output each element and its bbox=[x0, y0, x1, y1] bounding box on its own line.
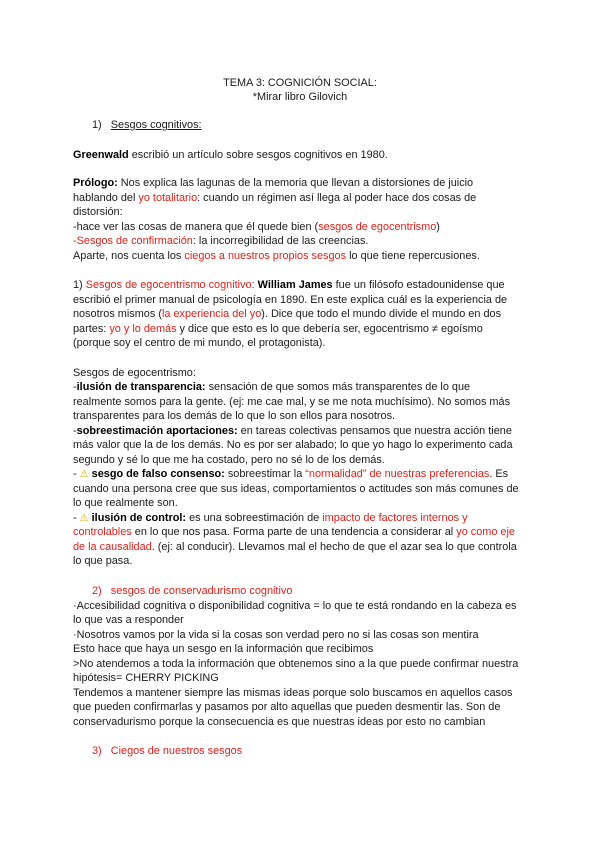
greenwald-text: escribió un artículo sobre sesgos cognitivos en 1980. bbox=[128, 149, 388, 161]
control-line-2 bbox=[73, 525, 515, 540]
section-3-label: Ciegos de nuestros sesgos bbox=[110, 745, 243, 757]
prologo-text-1: Nos explica las lagunas de la memoria que llevan a distorsiones de juicio bbox=[117, 177, 474, 189]
prologo-text-6a: Aparte, nos cuenta los bbox=[73, 250, 185, 262]
prologo-line-3: distorsión: bbox=[73, 206, 123, 218]
causalidad-term: de la causalidad bbox=[73, 541, 152, 553]
james-line-5: (porque soy el centro de mi mundo, el protagonista). bbox=[73, 337, 326, 349]
yo-totalitario: yo totalitario bbox=[138, 192, 198, 204]
sesgos-egocentrismo-term: sesgos de egocentrismo bbox=[318, 221, 437, 233]
dash: - bbox=[73, 381, 77, 393]
section-2-label: sesgos de conservadurismo cognitivo bbox=[110, 585, 293, 597]
falso-consenso-term: sesgo de falso consenso: bbox=[88, 468, 225, 480]
prologo-line-4 bbox=[73, 220, 440, 235]
control-text-2b: en lo que nos pasa. Forma parte de una tendencia a considerar al bbox=[131, 526, 457, 538]
warning-icon: ⚠ bbox=[79, 513, 89, 524]
james-line-3 bbox=[73, 307, 501, 322]
impacto-factores-term: impacto de factores internos y bbox=[322, 512, 468, 524]
section-2-line-7: Tendemos a mantener siempre las mismas ideas porque solo buscamos en aquellos casos bbox=[73, 687, 513, 699]
prologo-label: Prólogo: bbox=[73, 177, 118, 189]
yo-como-eje-term: yo como eje bbox=[456, 526, 515, 538]
section-2-line-3: ·Nosotros vamos por la vida si la cosas son verdad pero no si las cosas son mentira bbox=[73, 629, 479, 641]
section-1-heading bbox=[92, 118, 202, 133]
william-james-name: William James bbox=[254, 279, 333, 291]
prologo-line-5 bbox=[73, 234, 368, 249]
section-1-number: 1) bbox=[92, 119, 102, 131]
james-line-1 bbox=[73, 278, 505, 293]
normalidad-term: “normalidad” de nuestras preferencias bbox=[305, 468, 490, 480]
document-title: TEMA 3: COGNICIÓN SOCIAL: bbox=[223, 77, 377, 89]
section-3-heading bbox=[92, 744, 242, 759]
prologo-text-2a: hablando del bbox=[73, 192, 139, 204]
james-line-2: escribió el primer manual de psicología en 1890. En este explica cuál es la experiencia de bbox=[73, 294, 508, 306]
prologo-line-1 bbox=[73, 176, 473, 191]
consenso-text-a: sobreestimar la bbox=[224, 468, 306, 480]
transparencia-line-2: realmente somos para la gente. (ej: me cae mal, y se me nota muchísimo). No somos más bbox=[73, 396, 511, 408]
control-line-1 bbox=[73, 511, 468, 526]
dash: - bbox=[73, 468, 80, 480]
prologo-text-5b: : la incorregibilidad de las creencias. bbox=[192, 235, 369, 247]
transparencia-text: sensación de que somos más transparentes de lo que bbox=[205, 381, 471, 393]
james-text-4a: partes: bbox=[73, 323, 110, 335]
section-2-line-6: hipótesis= CHERRY PICKING bbox=[73, 672, 219, 684]
warning-icon: ⚠ bbox=[79, 469, 89, 480]
transparencia-line-1 bbox=[73, 380, 470, 395]
section-2-line-1: ·Accesibilidad cognitiva o disponibilidad cognitiva = lo que te está rondando en la cabeza es bbox=[73, 600, 517, 612]
greenwald-line bbox=[73, 148, 388, 163]
control-text-a: es una sobreestimación de bbox=[186, 512, 323, 524]
sesgos-confirmacion-term: -Sesgos de confirmación bbox=[73, 235, 193, 247]
prologo-text-4b: ) bbox=[436, 221, 440, 233]
egocentrismo-cognitivo-term: Sesgos de egocentrismo cognitivo: bbox=[85, 279, 255, 291]
section-2-line-9: conservadurismo porque la consecuencia es que nuestras ideas por esto no cambian bbox=[73, 716, 486, 728]
section-2-number: 2) bbox=[92, 585, 102, 597]
dash: - bbox=[73, 512, 80, 524]
aportaciones-line-2: más valor que la de los demás. No es por ser alabado; lo que yo hago lo experimento cada bbox=[73, 439, 513, 451]
section-2-heading bbox=[92, 584, 292, 599]
prologo-line-2 bbox=[73, 191, 476, 206]
control-line-4: lo que pasa. bbox=[73, 555, 133, 567]
aportaciones-line-1 bbox=[73, 424, 512, 439]
experiencia-yo-term: la experiencia del yo bbox=[161, 308, 262, 320]
ilusion-control-term: ilusión de control: bbox=[88, 512, 187, 524]
section-2-line-8: que pueden confirmarlas y pasamos por alto aquellas que pueden desmentir las. Son de bbox=[73, 701, 501, 713]
prologo-text-2b: : cuando un régimen así llega al poder hace dos cosas de bbox=[197, 192, 477, 204]
james-text-3b: ). Dice que todo el mundo divide el mundo en dos bbox=[261, 308, 502, 320]
aportaciones-text: en tareas colectivas pensamos que nuestra acción tiene bbox=[237, 425, 512, 437]
consenso-line-3: lo que realmente son. bbox=[73, 497, 178, 509]
document-subtitle: *Mirar libro Gilovich bbox=[252, 91, 348, 103]
section-1-label: Sesgos cognitivos: bbox=[110, 119, 202, 131]
yo-y-lo-demas-term: yo y lo demás bbox=[109, 323, 177, 335]
james-num: 1) bbox=[73, 279, 86, 291]
control-text-3b: . (ej: al conducir). Llevamos mal el hecho de que el azar sea lo que controla bbox=[151, 541, 517, 553]
aportaciones-line-3: segundo y sé lo que me ha costado, pero no sé lo de los demás. bbox=[73, 454, 385, 466]
sobreestimacion-term: sobreestimación aportaciones: bbox=[76, 425, 238, 437]
prologo-text-4a: -hace ver las cosas de manera que él quede bien ( bbox=[73, 221, 319, 233]
ilusion-transparencia-term: ilusión de transparencia: bbox=[76, 381, 206, 393]
controlables-term: controlables bbox=[73, 526, 132, 538]
james-text-3a: nosotros mismos ( bbox=[73, 308, 162, 320]
dash: - bbox=[73, 425, 77, 437]
james-text-4b: y dice que esto es lo que debería ser, egocentrismo ≠ egoísmo bbox=[176, 323, 483, 335]
ciegos-sesgos-term: ciegos a nuestros propios sesgos bbox=[184, 250, 347, 262]
consenso-line-2: cuando una persona cree que sus ideas, comportamientos o actitudes son más comunes de bbox=[73, 483, 519, 495]
greenwald-name: Greenwald bbox=[73, 149, 129, 161]
section-3-number: 3) bbox=[92, 745, 102, 757]
consenso-text-c: . Es bbox=[489, 468, 509, 480]
section-2-line-2: lo que vas a responder bbox=[73, 614, 184, 626]
section-2-line-4: Esto hace que haya un sesgo en la información que recibimos bbox=[73, 643, 374, 655]
consenso-line-1 bbox=[73, 467, 508, 482]
prologo-line-6 bbox=[73, 249, 480, 264]
james-text-1b: fue un filósofo estadounidense que bbox=[332, 279, 505, 291]
prologo-text-6b: lo que tiene repercusiones. bbox=[346, 250, 480, 262]
control-line-3 bbox=[73, 540, 517, 555]
sesgos-ego-title: Sesgos de egocentrismo: bbox=[73, 367, 196, 379]
transparencia-line-3: transparentes para los demás de lo que lo son ellos para nosotros. bbox=[73, 410, 396, 422]
james-line-4 bbox=[73, 322, 483, 337]
section-2-line-5: >No atendemos a toda la información que obtenemos sino a la que puede confirmar nuestra bbox=[73, 658, 519, 670]
